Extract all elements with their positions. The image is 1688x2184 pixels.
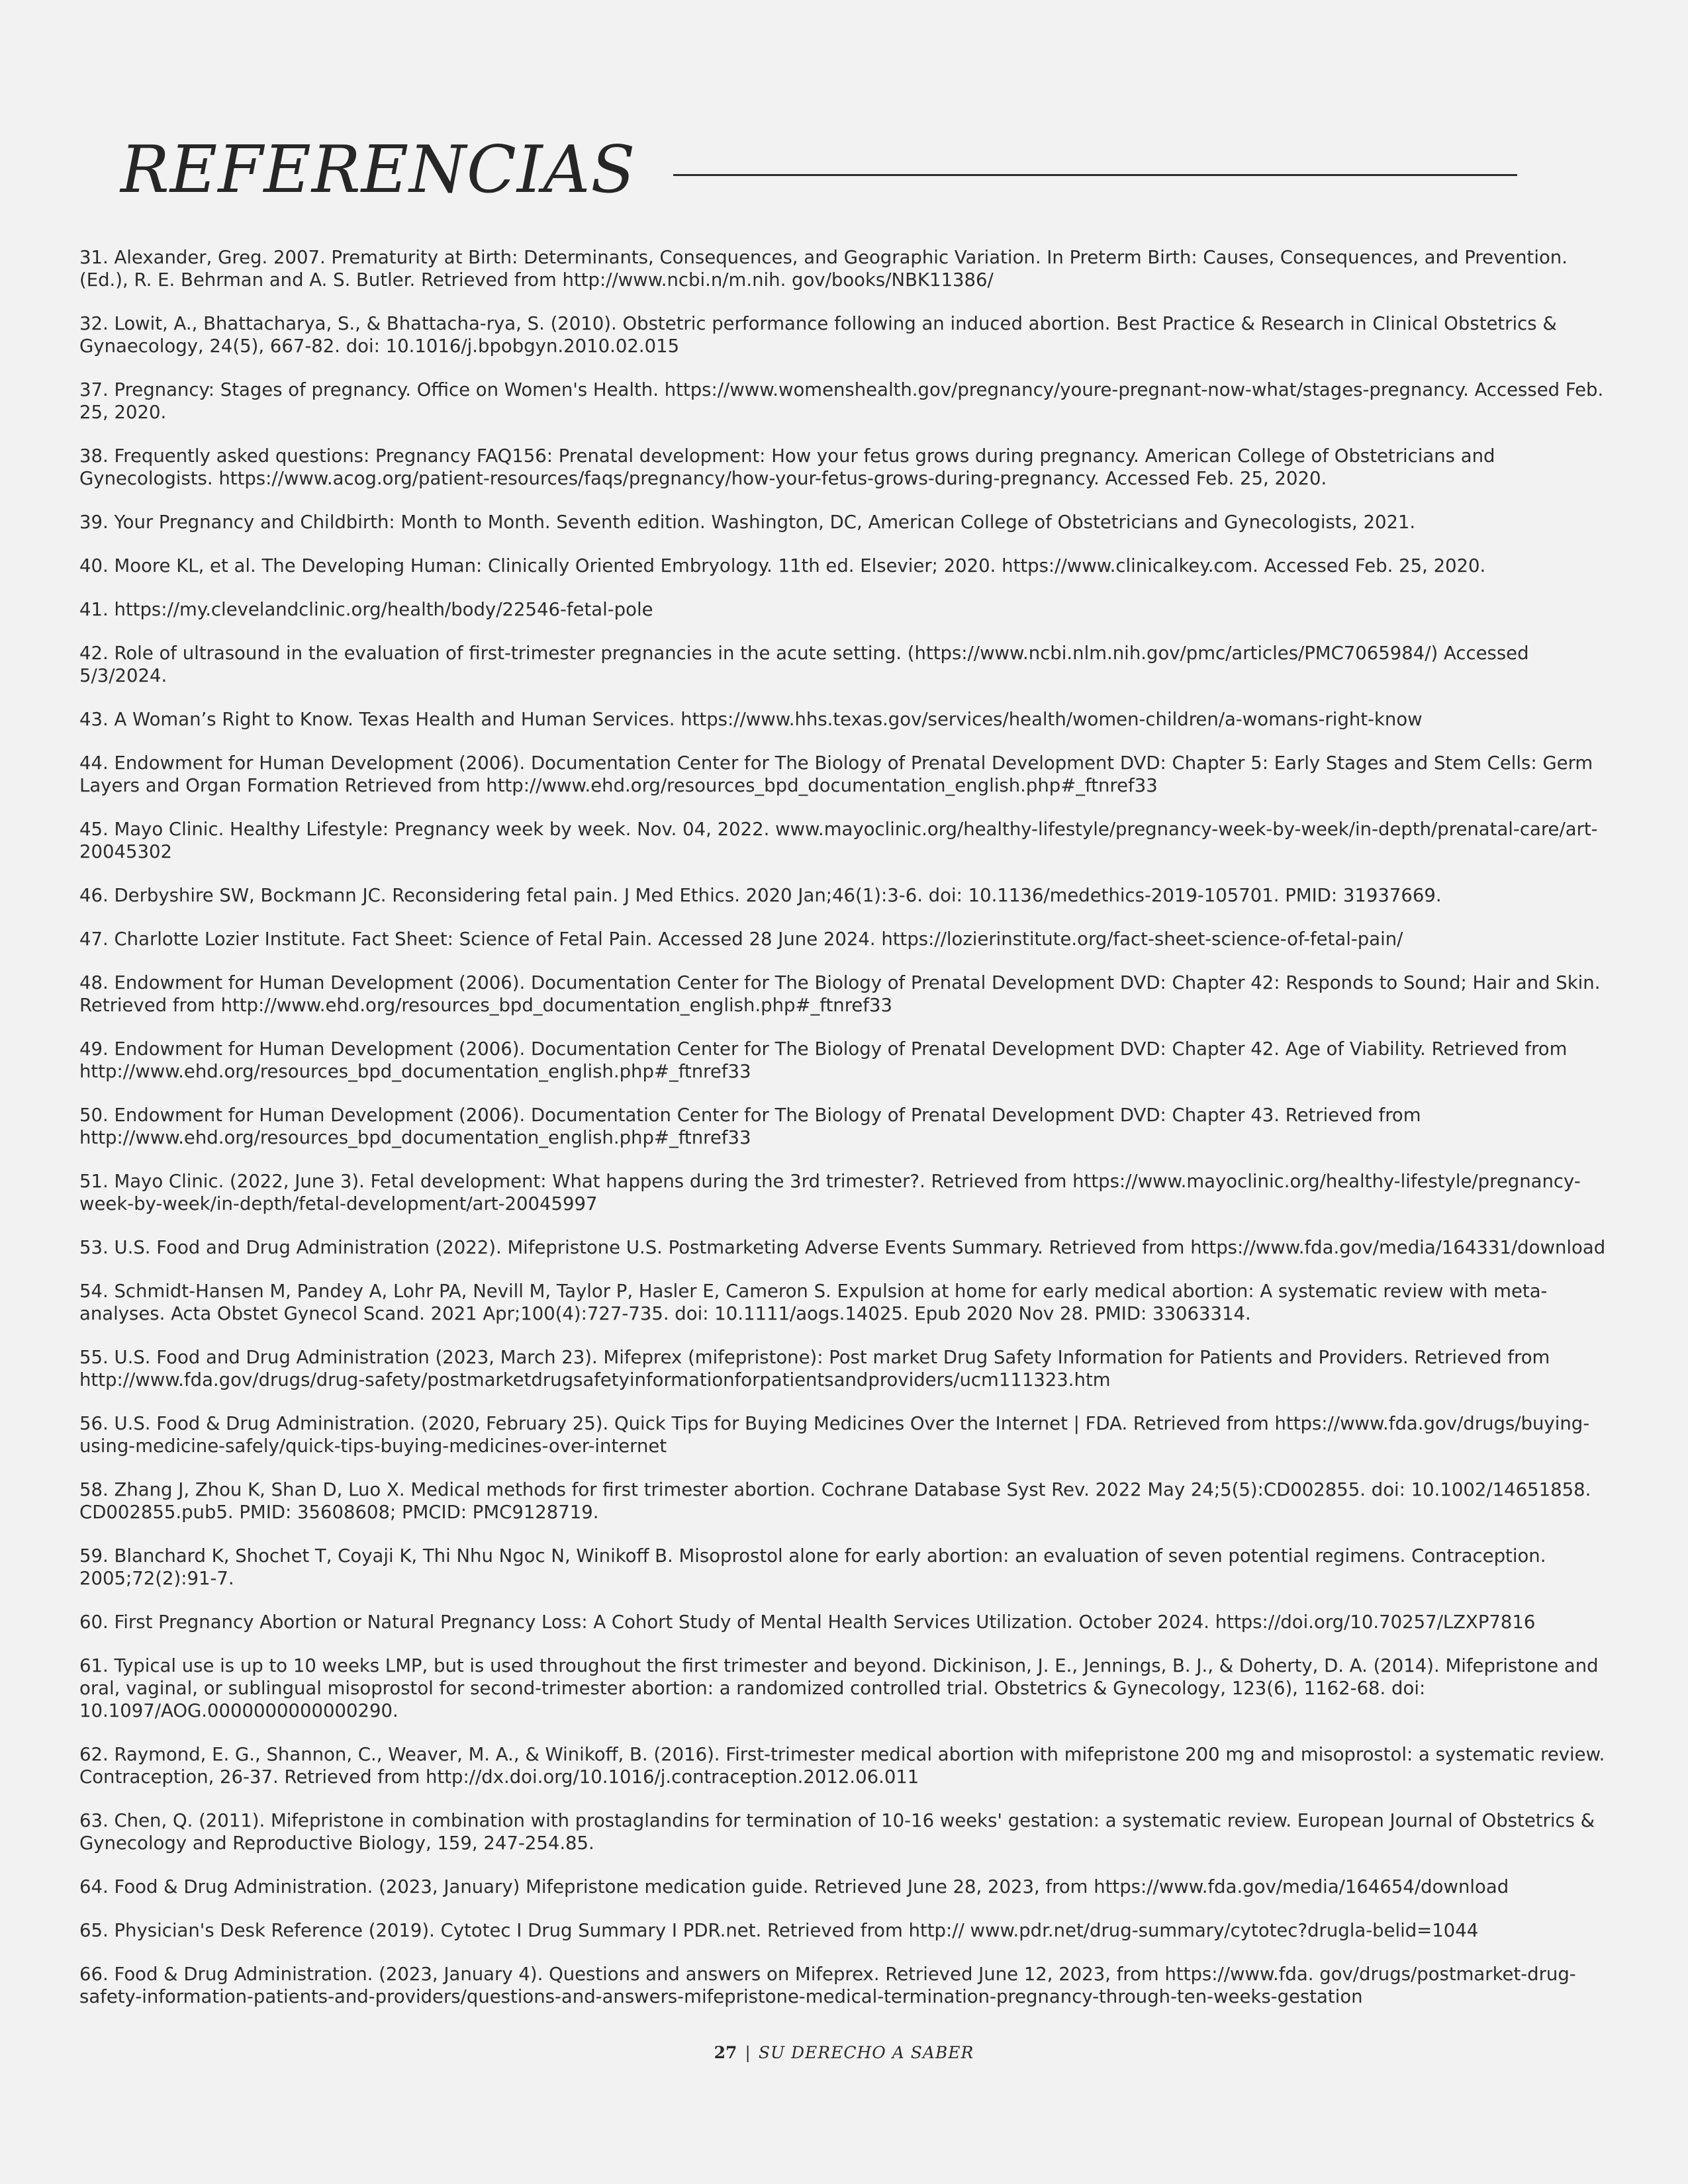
reference-item-32: 32. Lowit, A., Bhattacharya, S., & Bhattacha-rya, S. (2010). Obstetric performance following an induced abortion. Best Practice & Research in Clinical Obstetrics & Gynaecology, 24(5), 667-82. doi: 10.1016/j.bpobgyn.2010.02.015 (79, 313, 1557, 357)
reference-item-65: 65. Physician's Desk Reference (2019). Cytotec I Drug Summary I PDR.net. Retrieved from http:// www.pdr.net/drug-summary/cytotec?drugla-belid=1044 (79, 1920, 1479, 1941)
reference-item-41: 41. https://my.clevelandclinic.org/health/body/22546-fetal-pole (79, 599, 653, 620)
reference-item-43: 43. A Woman’s Right to Know. Texas Health and Human Services. https://www.hhs.texas.gov/services/health/women-children/a-womans-right-know (79, 709, 1423, 730)
reference-item-40: 40. Moore KL, et al. The Developing Human: Clinically Oriented Embryology. 11th ed. Elsevier; 2020. https://www.clinicalkey.com. Accessed Feb. 25, 2020. (79, 555, 1486, 576)
reference-item-46: 46. Derbyshire SW, Bockmann JC. Reconsidering fetal pain. J Med Ethics. 2020 Jan;46(1):3-6. doi: 10.1136/medethics-2019-105701. PMID: 31937669. (79, 885, 1442, 906)
footer-separator: | (745, 2043, 751, 2062)
reference-item-63: 63. Chen, Q. (2011). Mifepristone in combination with prostaglandins for termination of 10-16 weeks' gestation: a systematic review. European Journal of Obstetrics & Gynecology and Reproductive Biology, 159, 247-254.85. (79, 1810, 1595, 1854)
reference-item-55: 55. U.S. Food and Drug Administration (2023, March 23). Mifeprex (mifepristone): Post market Drug Safety Information for Patients and Providers. Retrieved from http://www.fda.gov/drugs/drug-safety/postmarketdrugsafetyinformationforpatientsandproviders/ucm111323.htm (79, 1347, 1550, 1390)
page-title: REFERENCIAS (120, 132, 636, 208)
reference-item-54: 54. Schmidt-Hansen M, Pandey A, Lohr PA, Nevill M, Taylor P, Hasler E, Cameron S. Expulsion at home for early medical abortion: A systematic review with meta-analyses. Acta Obstet Gynecol Scand. 2021 Apr;100(4):727-735. doi: 10.1111/aogs.14025. Epub 2020 Nov 28. PMID: 33063314. (79, 1281, 1548, 1324)
title-divider (673, 174, 1517, 176)
reference-item-47: 47. Charlotte Lozier Institute. Fact Sheet: Science of Fetal Pain. Accessed 28 June 2024. https://lozierinstitute.org/fact-sheet-science-of-fetal-pain/ (79, 929, 1403, 950)
reference-item-51: 51. Mayo Clinic. (2022, June 3). Fetal development: What happens during the 3rd trimester?. Retrieved from https://www.mayoclinic.org/healthy-lifestyle/pregnancy-week-by-week/in-depth/fetal-development/art-20045997 (79, 1171, 1581, 1214)
reference-list (79, 246, 1614, 2029)
reference-item-50: 50. Endowment for Human Development (2006). Documentation Center for The Biology of Prenatal Development DVD: Chapter 43. Retrieved from http://www.ehd.org/resources_bpd_documentation_english.php#_ftnref33 (79, 1105, 1421, 1148)
reference-item-60: 60. First Pregnancy Abortion or Natural Pregnancy Loss: A Cohort Study of Mental Health Services Utilization. October 2024. https://doi.org/10.70257/LZXP7816 (79, 1612, 1536, 1633)
reference-item-31: 31. Alexander, Greg. 2007. Prematurity at Birth: Determinants, Consequences, and Geographic Variation. In Preterm Birth: Causes, Consequences, and Prevention. (Ed.), R. E. Behrman and A. S. Butler. Retrieved from http://www.ncbi.n/m.nih. gov/books/NBK11386/ (79, 247, 1568, 291)
page-header (120, 127, 1517, 213)
reference-item-44: 44. Endowment for Human Development (2006). Documentation Center for The Biology of Prenatal Development DVD: Chapter 5: Early Stages and Stem Cells: Germ Layers and Organ Formation Retrieved from http://www.ehd.org/resources_bpd_documentation_english.php#_ftnref33 (79, 752, 1593, 796)
reference-item-39: 39. Your Pregnancy and Childbirth: Month to Month. Seventh edition. Washington, DC, American College of Obstetricians and Gynecologists, 2021. (79, 512, 1416, 533)
reference-item-38: 38. Frequently asked questions: Pregnancy FAQ156: Prenatal development: How your fetus grows during pregnancy. American College of Obstetricians and Gynecologists. https://www.acog.org/patient-resources/faqs/pregnancy/how-your-fetus-grows-during-pregnancy. Accessed Feb. 25, 2020. (79, 445, 1495, 489)
reference-item-48: 48. Endowment for Human Development (2006). Documentation Center for The Biology of Prenatal Development DVD: Chapter 42: Responds to Sound; Hair and Skin. Retrieved from http://www.ehd.org/resources_bpd_documentation_english.php#_ftnref33 (79, 972, 1601, 1016)
reference-item-66: 66. Food & Drug Administration. (2023, January 4). Questions and answers on Mifeprex. Retrieved June 12, 2023, from https://www.fda. gov/drugs/postmarket-drug-safety-information-patients-and-providers/questions-and-answers-mifepristone-medical-termination-pregnancy-through-ten-weeks-gestation (79, 1964, 1576, 2007)
reference-item-61: 61. Typical use is up to 10 weeks LMP, but is used throughout the first trimester and beyond. Dickinison, J. E., Jennings, B. J., & Doherty, D. A. (2014). Mifepristone and oral, vaginal, or sublingual misoprostol for second-trimester abortion: a randomized controlled trial. Obstetrics & Gynecology, 123(6), 1162-68. doi: 10.1097/AOG.0000000000000290. (79, 1655, 1599, 1721)
reference-item-64: 64. Food & Drug Administration. (2023, January) Mifepristone medication guide. Retrieved June 28, 2023, from https://www.fda.gov/media/164654/download (79, 1876, 1509, 1897)
reference-item-37: 37. Pregnancy: Stages of pregnancy. Office on Women's Health. https://www.womenshealth.gov/pregnancy/youre-pregnant-now-what/stages-pregnancy. Accessed Feb. 25, 2020. (79, 379, 1604, 423)
page-footer (0, 2043, 1688, 2062)
reference-item-59: 59. Blanchard K, Shochet T, Coyaji K, Thi Nhu Ngoc N, Winikoff B. Misoprostol alone for early abortion: an evaluation of seven potential regimens. Contraception. 2005;72(2):91-7. (79, 1545, 1546, 1589)
reference-item-42: 42. Role of ultrasound in the evaluation of first-trimester pregnancies in the acute setting. (https://www.ncbi.nlm.nih.gov/pmc/articles/PMC7065984/) Accessed 5/3/2024. (79, 643, 1529, 686)
reference-item-45: 45. Mayo Clinic. Healthy Lifestyle: Pregnancy week by week. Nov. 04, 2022. www.mayoclinic.org/healthy-lifestyle/pregnancy-week-by-week/in-depth/prenatal-care/art-20045302 (79, 819, 1598, 862)
reference-item-49: 49. Endowment for Human Development (2006). Documentation Center for The Biology of Prenatal Development DVD: Chapter 42. Age of Viability. Retrieved from http://www.ehd.org/resources_bpd_documentation_english.php#_ftnref33 (79, 1038, 1568, 1082)
reference-item-53: 53. U.S. Food and Drug Administration (2022). Mifepristone U.S. Postmarketing Adverse Events Summary. Retrieved from https://www.fda.gov/media/164331/download (79, 1237, 1606, 1258)
page-number: 27 (714, 2043, 737, 2062)
reference-item-62: 62. Raymond, E. G., Shannon, C., Weaver, M. A., & Winikoff, B. (2016). First-trimester medical abortion with mifepristone 200 mg and misoprostol: a systematic review. Contraception, 26-37. Retrieved from http://dx.doi.org/10.1016/j.contraception.2012.06.011 (79, 1744, 1605, 1788)
reference-item-56: 56. U.S. Food & Drug Administration. (2020, February 25). Quick Tips for Buying Medicines Over the Internet | FDA. Retrieved from https://www.fda.gov/drugs/buying-using-medicine-safely/quick-tips-buying-medicines-over-internet (79, 1413, 1590, 1457)
reference-item-58: 58. Zhang J, Zhou K, Shan D, Luo X. Medical methods for first trimester abortion. Cochrane Database Syst Rev. 2022 May 24;5(5):CD002855. doi: 10.1002/14651858. CD002855.pub5. PMID: 35608608; PMCID: PMC9128719. (79, 1479, 1591, 1523)
publication-title: SU DERECHO A SABER (758, 2043, 974, 2062)
